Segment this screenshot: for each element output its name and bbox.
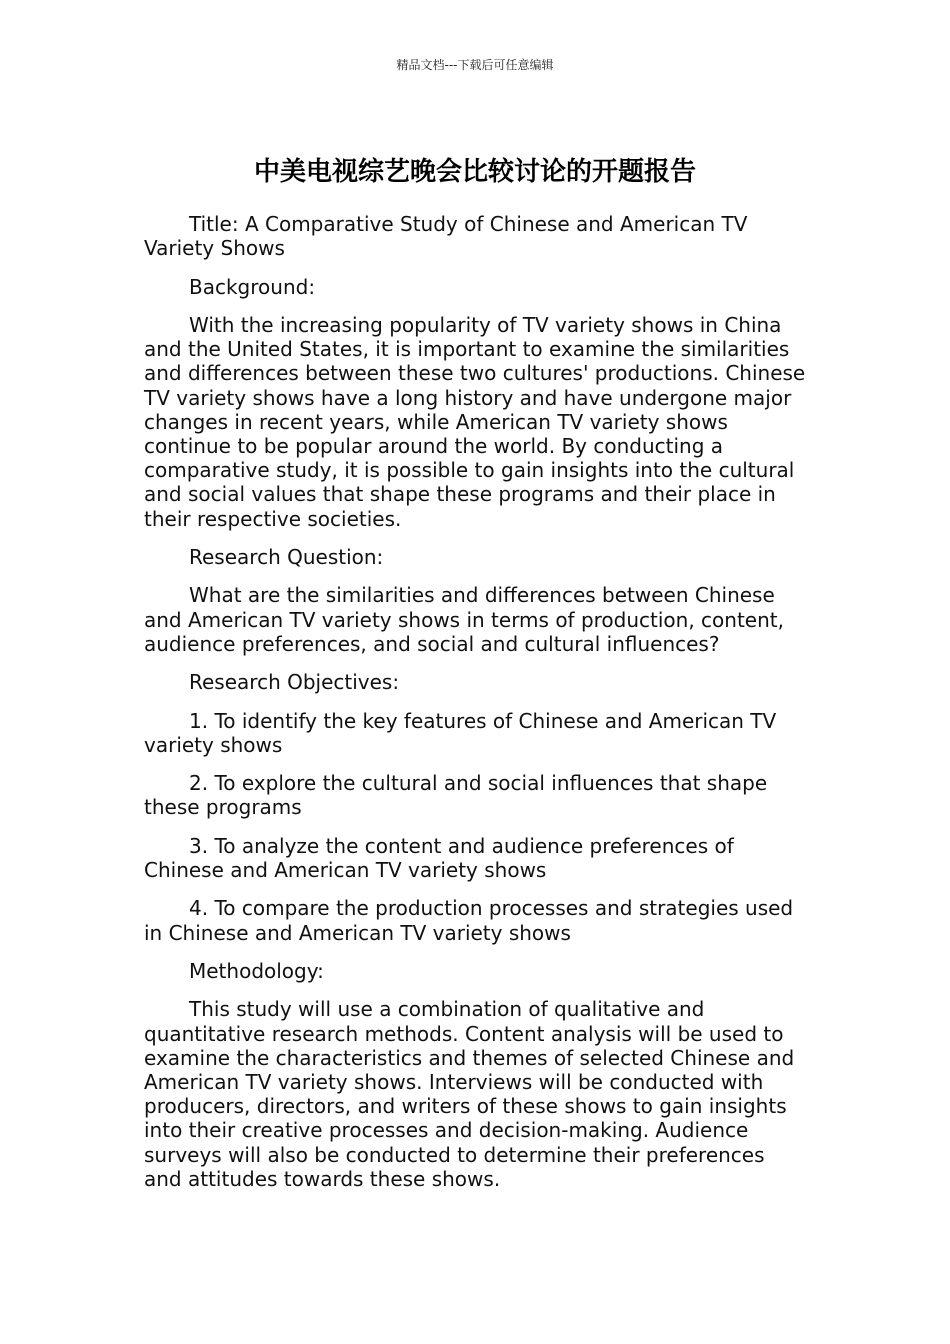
background-heading: Background: bbox=[189, 274, 316, 299]
objective-item-4: 4. To compare the production processes and strategies used in Chinese and American TV variety shows bbox=[144, 896, 794, 945]
title-line: Title: A Comparative Study of Chinese and American TV Variety Shows bbox=[144, 212, 748, 261]
document-body bbox=[144, 212, 806, 1205]
objective-item-2: 2. To explore the cultural and social influences that shape these programs bbox=[144, 771, 768, 820]
research-objectives-heading: Research Objectives: bbox=[189, 670, 400, 695]
objective-item-3: 3. To analyze the content and audience preferences of Chinese and American TV variety shows bbox=[144, 833, 734, 882]
page-header-note: 精品文档---下载后可任意编辑 bbox=[396, 58, 554, 72]
objective-item-1: 1. To identify the key features of Chinese and American TV variety shows bbox=[144, 708, 777, 757]
background-paragraph: With the increasing popularity of TV variety shows in China and the United States, it is important to examine the similarities and differences between these two cultures' productions. Chinese TV variety shows have a long history and have undergone major changes in recent years, while American TV variety shows continue to be popular around the world. By conducting a comparative study, it is possible to gain insights into the cultural and social values that shape these programs and their place in their respective societies. bbox=[144, 312, 806, 531]
research-question-paragraph: What are the similarities and differences between Chinese and American TV variety shows in terms of production, content, audience preferences, and social and cultural influences? bbox=[144, 583, 784, 656]
research-question-heading: Research Question: bbox=[189, 545, 384, 569]
methodology-paragraph: This study will use a combination of qualitative and quantitative research methods. Content analysis will be used to examine the characteristics and themes of selected Chinese and American TV variety shows. Interviews will be conducted with producers, directors, and writers of these shows to gain insights into their creative processes and decision-making. Audience surveys will also be conducted to determine their preferences and attitudes towards these shows. bbox=[144, 997, 795, 1191]
document-title: 中美电视综艺晚会比较讨论的开题报告 bbox=[253, 157, 696, 188]
methodology-heading: Methodology: bbox=[189, 958, 324, 983]
